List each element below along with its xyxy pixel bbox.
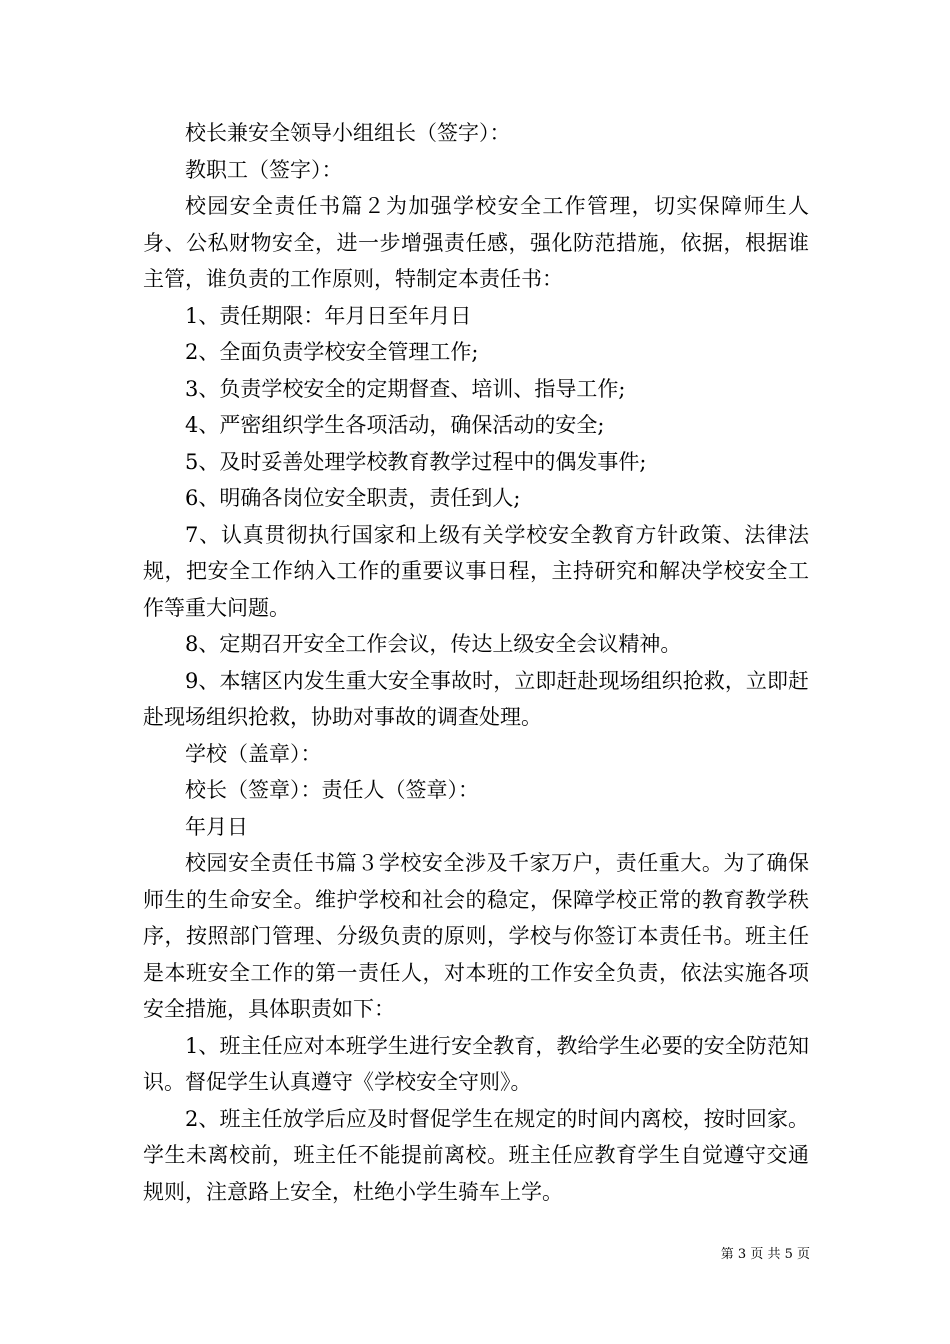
- paragraph-section-2-intro: 校园安全责任书篇２为加强学校安全工作管理，切实保障师生人身、公私财物安全，进一步增强责任感，强化防范措施，依据，根据谁主管，谁负责的工作原则，特制定本责任书：: [143, 194, 809, 291]
- paragraph-item-9: 9、本辖区内发生重大安全事故时，立即赶赴现场组织抢救，立即赶赴现场组织抢救，协助对事故的调查处理。: [143, 668, 809, 729]
- paragraph-item-8: 8、定期召开安全工作会议，传达上级安全会议精神。: [185, 632, 682, 656]
- paragraph-staff-signature: 教职工（签字）：: [185, 157, 343, 182]
- paragraph-section-3-intro: 校园安全责任书篇３学校安全涉及千家万户，责任重大。为了确保师生的生命安全。维护学校和社会的稳定，保障学校正常的教育教学秩序，按照部门管理、分级负责的原则，学校与你签订本责任书。班主任是本班安全工作的第一责任人，对本班的工作安全负责，依法实施各项安全措施，具体职责如下：: [143, 851, 809, 1021]
- paragraph-item-6: 6、明确各岗位安全职责，责任到人;: [185, 486, 521, 510]
- document-body: [143, 115, 809, 1210]
- paragraph-item-5: 5、及时妥善处理学校教育教学过程中的偶发事件;: [185, 449, 647, 474]
- paragraph-section-3-item-1: 1、班主任应对本班学生进行安全教育，教给学生必要的安全防范知识。督促学生认真遵守《学校安全守则》。: [143, 1033, 809, 1094]
- paragraph-principal-signature: 校长兼安全领导小组组长（签字）：: [185, 121, 511, 145]
- page-number: 第 3 页 共 5 页: [720, 1247, 810, 1262]
- paragraph-item-3: 3、负责学校安全的定期督查、培训、指导工作;: [185, 376, 626, 401]
- paragraph-item-7: 7、认真贯彻执行国家和上级有关学校安全教育方针政策、法律法规，把安全工作纳入工作的重要议事日程，主持研究和解决学校安全工作等重大问题。: [143, 522, 809, 620]
- paragraph-date: 年月日: [185, 814, 248, 839]
- paragraph-item-4: 4、严密组织学生各项活动，确保活动的安全;: [185, 413, 605, 437]
- paragraph-item-2: 2、全面负责学校安全管理工作;: [185, 340, 479, 364]
- paragraph-item-1: 1、责任期限：年月日至年月日: [185, 303, 472, 328]
- paragraph-section-3-item-2: 2、班主任放学后应及时督促学生在规定的时间内离校，按时回家。学生未离校前，班主任不能提前离校。班主任应教育学生自觉遵守交通规则，注意路上安全，杜绝小学生骑车上学。: [143, 1106, 809, 1204]
- paragraph-school-seal: 学校（盖章）：: [185, 741, 322, 766]
- paragraph-principal-seal: 校长（签章）：责任人（签章）：: [185, 778, 479, 802]
